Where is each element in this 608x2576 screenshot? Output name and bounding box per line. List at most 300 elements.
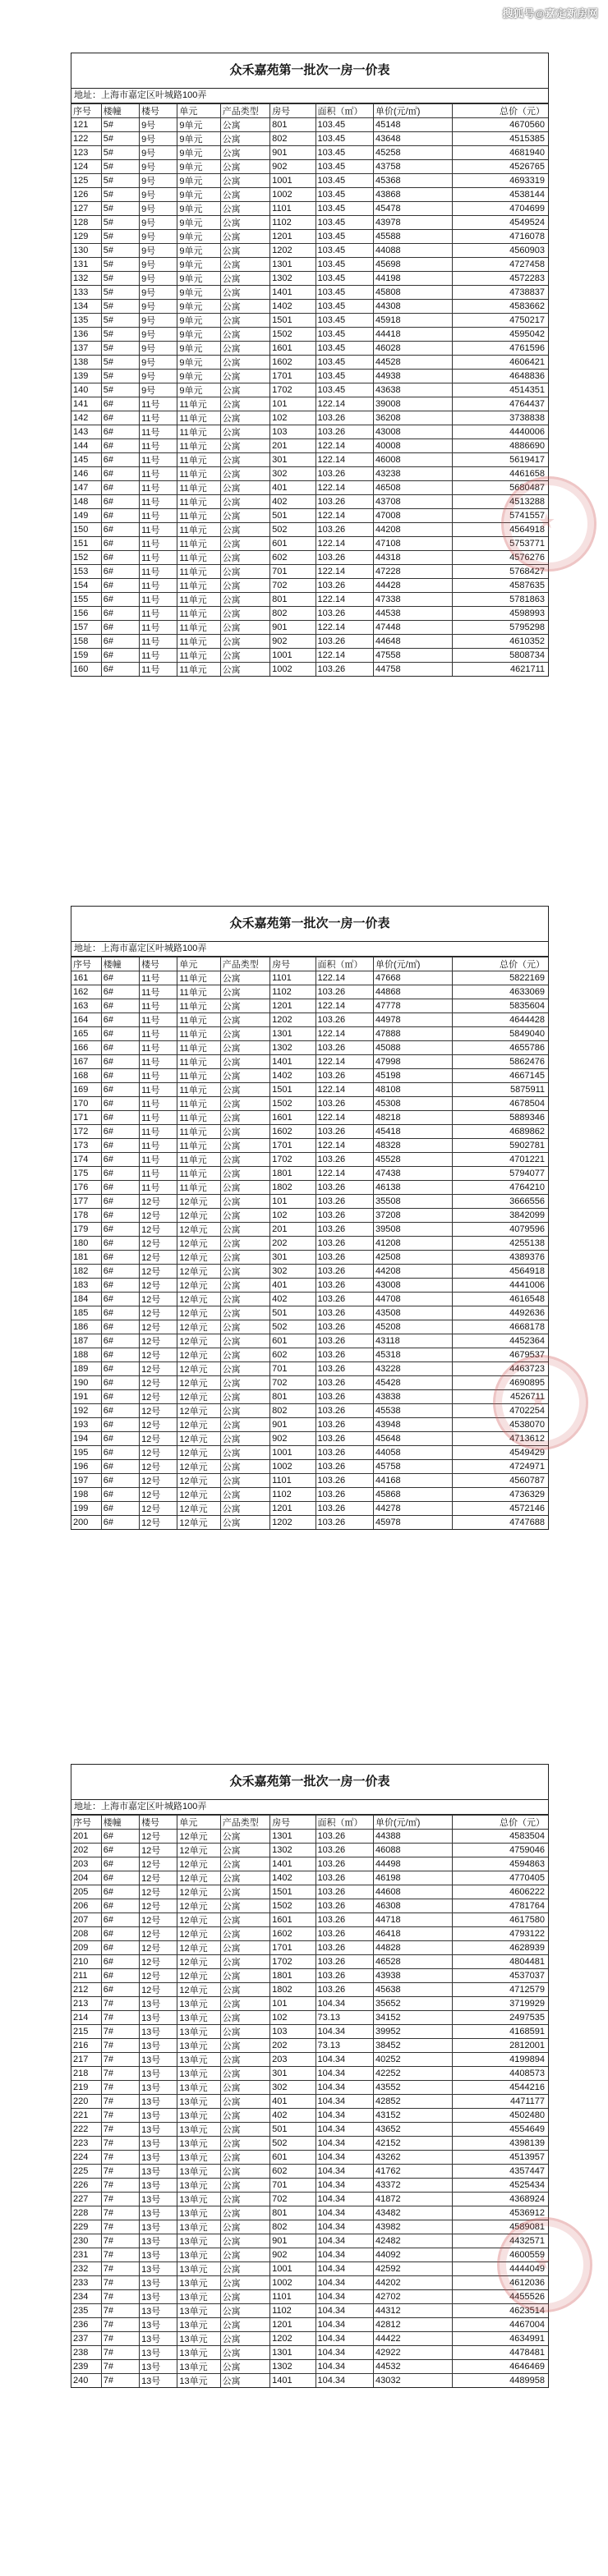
seq-cell: 216 xyxy=(71,2039,101,2053)
building-cell: 5# xyxy=(101,258,139,272)
building-cell: 5# xyxy=(101,160,139,174)
unit-price-cell: 47338 xyxy=(374,593,453,607)
type-cell: 公寓 xyxy=(220,2346,269,2360)
building-cell: 6# xyxy=(101,1871,139,1885)
area-cell: 103.26 xyxy=(316,523,373,537)
area-cell: 103.26 xyxy=(316,425,373,439)
room-cell: 502 xyxy=(270,2137,316,2151)
table-row xyxy=(71,1320,548,1334)
total-price-cell: 3719929 xyxy=(452,1997,548,2011)
table-row xyxy=(71,999,548,1013)
room-cell: 802 xyxy=(270,607,316,621)
building-cell: 6# xyxy=(101,1390,139,1404)
price-sheet-2 xyxy=(71,906,549,1530)
building-cell: 5# xyxy=(101,146,139,160)
column-header: 楼幢 xyxy=(101,1816,139,1830)
type-cell: 公寓 xyxy=(220,2220,269,2234)
building-cell: 7# xyxy=(101,2081,139,2095)
room-cell: 1701 xyxy=(270,1139,316,1153)
building-cell: 6# xyxy=(101,1083,139,1097)
seq-cell: 178 xyxy=(71,1209,101,1223)
column-header: 总价（元） xyxy=(452,1816,548,1830)
unit-price-cell: 45808 xyxy=(374,286,453,300)
top-banner xyxy=(0,0,608,25)
unit-cell: 9单元 xyxy=(177,230,220,244)
type-cell: 公寓 xyxy=(220,146,269,160)
room-cell: 802 xyxy=(270,132,316,146)
table-row xyxy=(71,1167,548,1181)
area-cell: 122.14 xyxy=(316,1111,373,1125)
seq-cell: 171 xyxy=(71,1111,101,1125)
unit-price-cell: 45528 xyxy=(374,1153,453,1167)
room-cell: 802 xyxy=(270,1404,316,1418)
sheet-address: 地址：上海市嘉定区叶城路100弄 xyxy=(71,89,548,103)
area-cell: 103.26 xyxy=(316,635,373,649)
seq-cell: 224 xyxy=(71,2151,101,2165)
room-cell: 701 xyxy=(270,1362,316,1376)
unit-price-cell: 44938 xyxy=(374,370,453,383)
unit-cell: 13单元 xyxy=(177,1997,220,2011)
building-cell: 6# xyxy=(101,1306,139,1320)
building-cell: 5# xyxy=(101,174,139,188)
seq-cell: 150 xyxy=(71,523,101,537)
type-cell: 公寓 xyxy=(220,2332,269,2346)
total-price-cell: 4724971 xyxy=(452,1460,548,1474)
unit-price-cell: 44758 xyxy=(374,663,453,677)
room-cell: 402 xyxy=(270,2109,316,2123)
column-header: 单价(元/㎡) xyxy=(374,957,453,971)
total-price-cell: 4255138 xyxy=(452,1237,548,1251)
room-cell: 1802 xyxy=(270,1983,316,1997)
room-cell: 502 xyxy=(270,1320,316,1334)
bldg-no-cell: 9号 xyxy=(140,258,177,272)
type-cell: 公寓 xyxy=(220,495,269,509)
area-cell: 103.26 xyxy=(316,1390,373,1404)
unit-cell: 13单元 xyxy=(177,2053,220,2067)
type-cell: 公寓 xyxy=(220,1871,269,1885)
table-row xyxy=(71,2095,548,2109)
unit-cell: 11单元 xyxy=(177,1097,220,1111)
seq-cell: 152 xyxy=(71,551,101,565)
unit-cell: 12单元 xyxy=(177,1830,220,1844)
unit-cell: 11单元 xyxy=(177,1125,220,1139)
table-row xyxy=(71,1181,548,1195)
room-cell: 1501 xyxy=(270,1885,316,1899)
room-cell: 1201 xyxy=(270,1502,316,1516)
area-cell: 103.26 xyxy=(316,1223,373,1237)
table-row xyxy=(71,495,548,509)
type-cell: 公寓 xyxy=(220,1474,269,1488)
total-price-cell: 4633069 xyxy=(452,985,548,999)
total-price-cell: 4079596 xyxy=(452,1223,548,1237)
building-cell: 7# xyxy=(101,2067,139,2081)
room-cell: 1601 xyxy=(270,342,316,356)
table-row xyxy=(71,1306,548,1320)
table-row xyxy=(71,1376,548,1390)
bldg-no-cell: 12号 xyxy=(140,1376,177,1390)
unit-price-cell: 40008 xyxy=(374,439,453,453)
bldg-no-cell: 13号 xyxy=(140,2053,177,2067)
unit-price-cell: 35652 xyxy=(374,1997,453,2011)
room-cell: 1401 xyxy=(270,286,316,300)
seq-cell: 198 xyxy=(71,1488,101,1502)
seq-cell: 176 xyxy=(71,1181,101,1195)
area-cell: 122.14 xyxy=(316,453,373,467)
bldg-no-cell: 12号 xyxy=(140,1404,177,1418)
area-cell: 104.34 xyxy=(316,2290,373,2304)
unit-price-cell: 44868 xyxy=(374,985,453,999)
total-price-cell: 4489958 xyxy=(452,2374,548,2388)
room-cell: 501 xyxy=(270,509,316,523)
seq-cell: 140 xyxy=(71,383,101,397)
seq-cell: 162 xyxy=(71,985,101,999)
table-row xyxy=(71,2123,548,2137)
unit-cell: 11单元 xyxy=(177,621,220,635)
table-row xyxy=(71,425,548,439)
room-cell: 1102 xyxy=(270,2304,316,2318)
unit-price-cell: 44538 xyxy=(374,607,453,621)
unit-cell: 11单元 xyxy=(177,397,220,411)
building-cell: 6# xyxy=(101,1237,139,1251)
building-cell: 6# xyxy=(101,579,139,593)
area-cell: 104.34 xyxy=(316,2234,373,2248)
bldg-no-cell: 13号 xyxy=(140,2165,177,2179)
building-cell: 6# xyxy=(101,1516,139,1530)
type-cell: 公寓 xyxy=(220,1830,269,1844)
room-cell: 1102 xyxy=(270,985,316,999)
area-cell: 103.45 xyxy=(316,258,373,272)
room-cell: 901 xyxy=(270,2234,316,2248)
building-cell: 6# xyxy=(101,593,139,607)
building-cell: 6# xyxy=(101,551,139,565)
seq-cell: 122 xyxy=(71,132,101,146)
area-cell: 103.26 xyxy=(316,1913,373,1927)
total-price-cell: 3738838 xyxy=(452,411,548,425)
bldg-no-cell: 9号 xyxy=(140,244,177,258)
type-cell: 公寓 xyxy=(220,1125,269,1139)
table-row xyxy=(71,118,548,132)
seq-cell: 193 xyxy=(71,1418,101,1432)
room-cell: 1301 xyxy=(270,1027,316,1041)
building-cell: 7# xyxy=(101,2290,139,2304)
room-cell: 1101 xyxy=(270,202,316,216)
area-cell: 103.45 xyxy=(316,328,373,342)
total-price-cell: 4736329 xyxy=(452,1488,548,1502)
building-cell: 6# xyxy=(101,1969,139,1983)
type-cell: 公寓 xyxy=(220,1404,269,1418)
table-row xyxy=(71,244,548,258)
building-cell: 6# xyxy=(101,439,139,453)
total-price-cell: 4526765 xyxy=(452,160,548,174)
total-price-cell: 4606222 xyxy=(452,1885,548,1899)
bldg-no-cell: 9号 xyxy=(140,118,177,132)
room-cell: 702 xyxy=(270,1376,316,1390)
total-price-cell: 4598993 xyxy=(452,607,548,621)
type-cell: 公寓 xyxy=(220,635,269,649)
total-price-cell: 4463723 xyxy=(452,1362,548,1376)
seq-cell: 207 xyxy=(71,1913,101,1927)
seq-cell: 191 xyxy=(71,1390,101,1404)
table-row xyxy=(71,1111,548,1125)
building-cell: 6# xyxy=(101,481,139,495)
table-row xyxy=(71,2011,548,2025)
unit-cell: 9单元 xyxy=(177,216,220,230)
unit-cell: 9单元 xyxy=(177,314,220,328)
area-cell: 103.26 xyxy=(316,1502,373,1516)
room-cell: 302 xyxy=(270,1265,316,1279)
total-price-cell: 4455526 xyxy=(452,2290,548,2304)
area-cell: 122.14 xyxy=(316,439,373,453)
seq-cell: 195 xyxy=(71,1446,101,1460)
unit-cell: 9单元 xyxy=(177,272,220,286)
column-header: 楼号 xyxy=(140,1816,177,1830)
table-row xyxy=(71,132,548,146)
table-row xyxy=(71,2318,548,2332)
total-price-cell: 4667145 xyxy=(452,1069,548,1083)
type-cell: 公寓 xyxy=(220,1195,269,1209)
unit-price-cell: 39008 xyxy=(374,397,453,411)
area-cell: 103.26 xyxy=(316,1830,373,1844)
building-cell: 6# xyxy=(101,1293,139,1306)
area-cell: 103.26 xyxy=(316,1941,373,1955)
total-price-cell: 5619417 xyxy=(452,453,548,467)
unit-cell: 12单元 xyxy=(177,1404,220,1418)
room-cell: 1801 xyxy=(270,1167,316,1181)
type-cell: 公寓 xyxy=(220,439,269,453)
room-cell: 801 xyxy=(270,1390,316,1404)
room-cell: 1201 xyxy=(270,999,316,1013)
area-cell: 103.26 xyxy=(316,1955,373,1969)
table-row xyxy=(71,1083,548,1097)
unit-cell: 13单元 xyxy=(177,2234,220,2248)
area-cell: 104.34 xyxy=(316,2095,373,2109)
table-row xyxy=(71,2137,548,2151)
bldg-no-cell: 12号 xyxy=(140,1983,177,1997)
bldg-no-cell: 11号 xyxy=(140,985,177,999)
total-price-cell: 4525434 xyxy=(452,2179,548,2193)
unit-price-cell: 43948 xyxy=(374,1418,453,1432)
table-row xyxy=(71,2053,548,2067)
column-header: 房号 xyxy=(270,1816,316,1830)
room-cell: 301 xyxy=(270,1251,316,1265)
unit-cell: 11单元 xyxy=(177,1027,220,1041)
building-cell: 6# xyxy=(101,999,139,1013)
total-price-cell: 4441006 xyxy=(452,1279,548,1293)
total-price-cell: 4612036 xyxy=(452,2276,548,2290)
room-cell: 1501 xyxy=(270,314,316,328)
unit-price-cell: 45198 xyxy=(374,1069,453,1083)
unit-cell: 11单元 xyxy=(177,649,220,663)
unit-price-cell: 38452 xyxy=(374,2039,453,2053)
price-table xyxy=(71,1815,548,2387)
area-cell: 122.14 xyxy=(316,565,373,579)
area-cell: 103.26 xyxy=(316,1460,373,1474)
unit-price-cell: 47668 xyxy=(374,971,453,985)
room-cell: 201 xyxy=(270,1223,316,1237)
total-price-cell: 4560787 xyxy=(452,1474,548,1488)
unit-price-cell: 44388 xyxy=(374,1830,453,1844)
unit-price-cell: 44318 xyxy=(374,551,453,565)
unit-price-cell: 44198 xyxy=(374,272,453,286)
sheet-address: 地址：上海市嘉定区叶城路100弄 xyxy=(71,1800,548,1815)
total-price-cell: 4576276 xyxy=(452,551,548,565)
unit-price-cell: 44308 xyxy=(374,300,453,314)
table-row xyxy=(71,370,548,383)
room-cell: 102 xyxy=(270,411,316,425)
building-cell: 6# xyxy=(101,1502,139,1516)
bldg-no-cell: 11号 xyxy=(140,999,177,1013)
room-cell: 501 xyxy=(270,1306,316,1320)
unit-price-cell: 43652 xyxy=(374,2123,453,2137)
total-price-cell: 4526711 xyxy=(452,1390,548,1404)
building-cell: 6# xyxy=(101,1027,139,1041)
room-cell: 1001 xyxy=(270,174,316,188)
unit-cell: 9单元 xyxy=(177,146,220,160)
room-cell: 601 xyxy=(270,2151,316,2165)
total-price-cell: 4701221 xyxy=(452,1153,548,1167)
total-price-cell: 4770405 xyxy=(452,1871,548,1885)
building-cell: 6# xyxy=(101,425,139,439)
area-cell: 73.13 xyxy=(316,2011,373,2025)
unit-cell: 9单元 xyxy=(177,328,220,342)
room-cell: 102 xyxy=(270,1209,316,1223)
unit-cell: 9单元 xyxy=(177,342,220,356)
seq-cell: 212 xyxy=(71,1983,101,1997)
type-cell: 公寓 xyxy=(220,1306,269,1320)
type-cell: 公寓 xyxy=(220,2262,269,2276)
seq-cell: 209 xyxy=(71,1941,101,1955)
room-cell: 203 xyxy=(270,2053,316,2067)
bldg-no-cell: 9号 xyxy=(140,146,177,160)
type-cell: 公寓 xyxy=(220,1237,269,1251)
table-row xyxy=(71,188,548,202)
table-row xyxy=(71,1195,548,1209)
type-cell: 公寓 xyxy=(220,607,269,621)
bldg-no-cell: 13号 xyxy=(140,2318,177,2332)
unit-price-cell: 43508 xyxy=(374,1306,453,1320)
unit-cell: 12单元 xyxy=(177,1446,220,1460)
area-cell: 103.45 xyxy=(316,300,373,314)
seq-cell: 129 xyxy=(71,230,101,244)
unit-cell: 13单元 xyxy=(177,2151,220,2165)
unit-cell: 9单元 xyxy=(177,356,220,370)
area-cell: 104.34 xyxy=(316,2109,373,2123)
unit-cell: 11单元 xyxy=(177,467,220,481)
type-cell: 公寓 xyxy=(220,1844,269,1857)
room-cell: 1502 xyxy=(270,1899,316,1913)
total-price-cell: 4689862 xyxy=(452,1125,548,1139)
unit-price-cell: 44092 xyxy=(374,2248,453,2262)
type-cell: 公寓 xyxy=(220,1167,269,1181)
room-cell: 1701 xyxy=(270,370,316,383)
table-row xyxy=(71,1885,548,1899)
unit-price-cell: 40252 xyxy=(374,2053,453,2067)
bldg-no-cell: 11号 xyxy=(140,411,177,425)
total-price-cell: 4738837 xyxy=(452,286,548,300)
area-cell: 103.26 xyxy=(316,1376,373,1390)
column-header: 单价(元/㎡) xyxy=(374,1816,453,1830)
unit-price-cell: 45148 xyxy=(374,118,453,132)
area-cell: 122.14 xyxy=(316,593,373,607)
area-cell: 104.34 xyxy=(316,2137,373,2151)
type-cell: 公寓 xyxy=(220,1251,269,1265)
room-cell: 602 xyxy=(270,2165,316,2179)
unit-price-cell: 42812 xyxy=(374,2318,453,2332)
sheet-title: 众禾嘉苑第一批次一房一价表 xyxy=(71,1765,548,1800)
room-cell: 1202 xyxy=(270,244,316,258)
building-cell: 6# xyxy=(101,1927,139,1941)
building-cell: 6# xyxy=(101,523,139,537)
table-row xyxy=(71,1871,548,1885)
building-cell: 7# xyxy=(101,2206,139,2220)
total-price-cell: 4572146 xyxy=(452,1502,548,1516)
seq-cell: 201 xyxy=(71,1830,101,1844)
seq-cell: 161 xyxy=(71,971,101,985)
seq-cell: 136 xyxy=(71,328,101,342)
unit-price-cell: 47558 xyxy=(374,649,453,663)
table-row xyxy=(71,621,548,635)
seq-cell: 234 xyxy=(71,2290,101,2304)
area-cell: 104.34 xyxy=(316,2332,373,2346)
seq-cell: 228 xyxy=(71,2206,101,2220)
total-price-cell: 4679537 xyxy=(452,1348,548,1362)
unit-cell: 13单元 xyxy=(177,2332,220,2346)
column-header: 房号 xyxy=(270,957,316,971)
unit-cell: 12单元 xyxy=(177,1844,220,1857)
bldg-no-cell: 12号 xyxy=(140,1265,177,1279)
seq-cell: 211 xyxy=(71,1969,101,1983)
seq-cell: 190 xyxy=(71,1376,101,1390)
type-cell: 公寓 xyxy=(220,230,269,244)
total-price-cell: 5781863 xyxy=(452,593,548,607)
seq-cell: 194 xyxy=(71,1432,101,1446)
sheet-title: 众禾嘉苑第一批次一房一价表 xyxy=(71,907,548,942)
table-row xyxy=(71,1955,548,1969)
building-cell: 7# xyxy=(101,2053,139,2067)
table-row xyxy=(71,1488,548,1502)
table-row xyxy=(71,565,548,579)
unit-cell: 13单元 xyxy=(177,2290,220,2304)
type-cell: 公寓 xyxy=(220,1293,269,1306)
total-price-cell: 5902781 xyxy=(452,1139,548,1153)
room-cell: 1202 xyxy=(270,1013,316,1027)
building-cell: 6# xyxy=(101,1069,139,1083)
unit-cell: 12单元 xyxy=(177,1251,220,1265)
bldg-no-cell: 9号 xyxy=(140,160,177,174)
room-cell: 1602 xyxy=(270,356,316,370)
unit-price-cell: 42508 xyxy=(374,1251,453,1265)
room-cell: 502 xyxy=(270,523,316,537)
unit-price-cell: 43152 xyxy=(374,2109,453,2123)
type-cell: 公寓 xyxy=(220,551,269,565)
bldg-no-cell: 12号 xyxy=(140,1306,177,1320)
area-cell: 104.34 xyxy=(316,2053,373,2067)
bldg-no-cell: 13号 xyxy=(140,2137,177,2151)
area-cell: 103.26 xyxy=(316,1516,373,1530)
total-price-cell: 4587635 xyxy=(452,579,548,593)
type-cell: 公寓 xyxy=(220,999,269,1013)
table-row xyxy=(71,1293,548,1306)
unit-price-cell: 46028 xyxy=(374,342,453,356)
column-header: 面积（㎡） xyxy=(316,1816,373,1830)
building-cell: 6# xyxy=(101,1955,139,1969)
building-cell: 6# xyxy=(101,1376,139,1390)
unit-price-cell: 45978 xyxy=(374,1516,453,1530)
unit-price-cell: 41208 xyxy=(374,1237,453,1251)
unit-cell: 11单元 xyxy=(177,481,220,495)
unit-price-cell: 45428 xyxy=(374,1376,453,1390)
unit-price-cell: 45308 xyxy=(374,1097,453,1111)
